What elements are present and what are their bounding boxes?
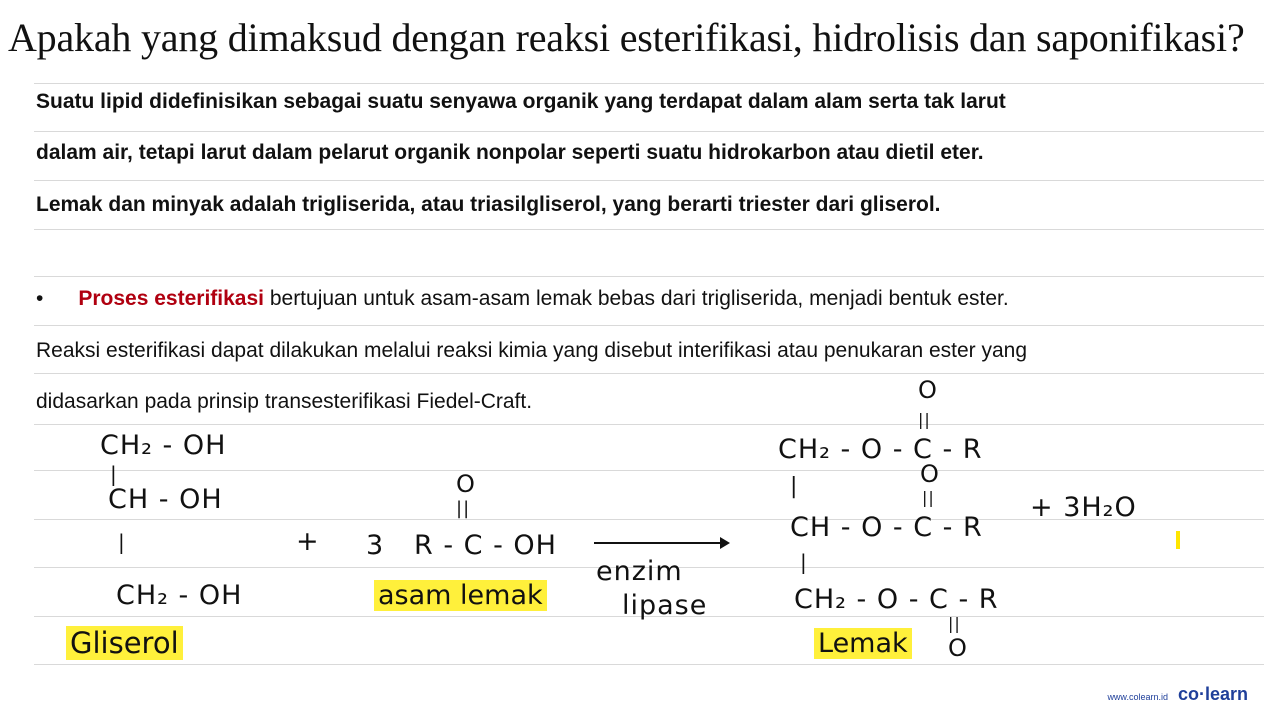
water-product: + 3H₂O — [1030, 492, 1137, 523]
intro-line-3: Lemak dan minyak adalah trigliserida, atau triasilgliserol, yang berarti triester dari gliserol. — [36, 193, 941, 216]
intro-line-2: dalam air, tetapi larut dalam pelarut organik nonpolar seperti suatu hidrokarbon atau dietil eter. — [36, 141, 984, 164]
divider — [34, 180, 1264, 181]
product-oxygen-2: O — [920, 460, 940, 488]
glycerol-bond-2: | — [118, 530, 126, 554]
product-row-3: CH₂ - O - C - R — [794, 584, 999, 615]
product-oxygen-3: O — [948, 634, 968, 662]
product-bond-1: | — [790, 474, 799, 499]
divider — [34, 664, 1264, 665]
glycerol-label: Gliserol — [66, 626, 183, 660]
acid-formula: R - C - OH — [414, 530, 557, 561]
bullet-line-3: didasarkan pada prinsip transesterifikasi Fiedel-Craft. — [36, 390, 533, 413]
glycerol-row-2: CH - OH — [108, 484, 223, 515]
divider — [34, 131, 1264, 132]
divider — [34, 373, 1264, 374]
product-bond-2: | — [800, 550, 808, 574]
divider — [34, 276, 1264, 277]
product-double-bond-3: || — [948, 614, 961, 633]
acid-double-bond: || — [456, 498, 471, 519]
term-esterifikasi: Proses esterifikasi — [78, 287, 264, 310]
divider — [34, 229, 1264, 230]
brand-url: www.colearn.id — [1107, 692, 1168, 702]
glycerol-bond-1: | — [110, 462, 118, 486]
glycerol-row-1: CH₂ - OH — [100, 430, 227, 461]
acid-oxygen: O — [456, 470, 476, 498]
product-double-bond-1: || — [918, 410, 931, 429]
product-double-bond-2: || — [922, 488, 935, 507]
glycerol-row-3: CH₂ - OH — [116, 580, 243, 611]
bullet-line-1 — [36, 287, 1009, 311]
acid-coefficient: 3 — [366, 530, 385, 561]
divider — [34, 424, 1264, 425]
divider — [34, 83, 1264, 84]
bullet-line-2: Reaksi esterifikasi dapat dilakukan melalui reaksi kimia yang disebut interifikasi atau penukaran ester yang — [36, 339, 1028, 362]
page-title: Apakah yang dimaksud dengan reaksi esterifikasi, hidrolisis dan saponifikasi? — [8, 15, 1245, 60]
bullet-marker: • — [36, 287, 44, 310]
brand-logo — [1107, 684, 1248, 705]
highlight-mark — [1176, 531, 1180, 549]
catalyst-enzim: enzim — [596, 556, 683, 587]
reaction-arrow — [592, 533, 732, 553]
product-oxygen-1: O — [918, 376, 938, 404]
product-label: Lemak — [814, 628, 912, 659]
divider — [34, 325, 1264, 326]
brand-name: co·learn — [1177, 684, 1248, 704]
product-row-1: CH₂ - O - C - R — [778, 434, 983, 465]
plus-sign: + — [296, 526, 320, 557]
catalyst-lipase: lipase — [622, 590, 708, 621]
acid-label: asam lemak — [374, 580, 547, 611]
divider — [34, 470, 1264, 471]
product-row-2: CH - O - C - R — [790, 512, 983, 543]
bullet-text: bertujuan untuk asam-asam lemak bebas dari trigliserida, menjadi bentuk ester. — [264, 287, 1009, 310]
intro-line-1: Suatu lipid didefinisikan sebagai suatu senyawa organik yang terdapat dalam alam serta tak larut — [36, 90, 1006, 113]
